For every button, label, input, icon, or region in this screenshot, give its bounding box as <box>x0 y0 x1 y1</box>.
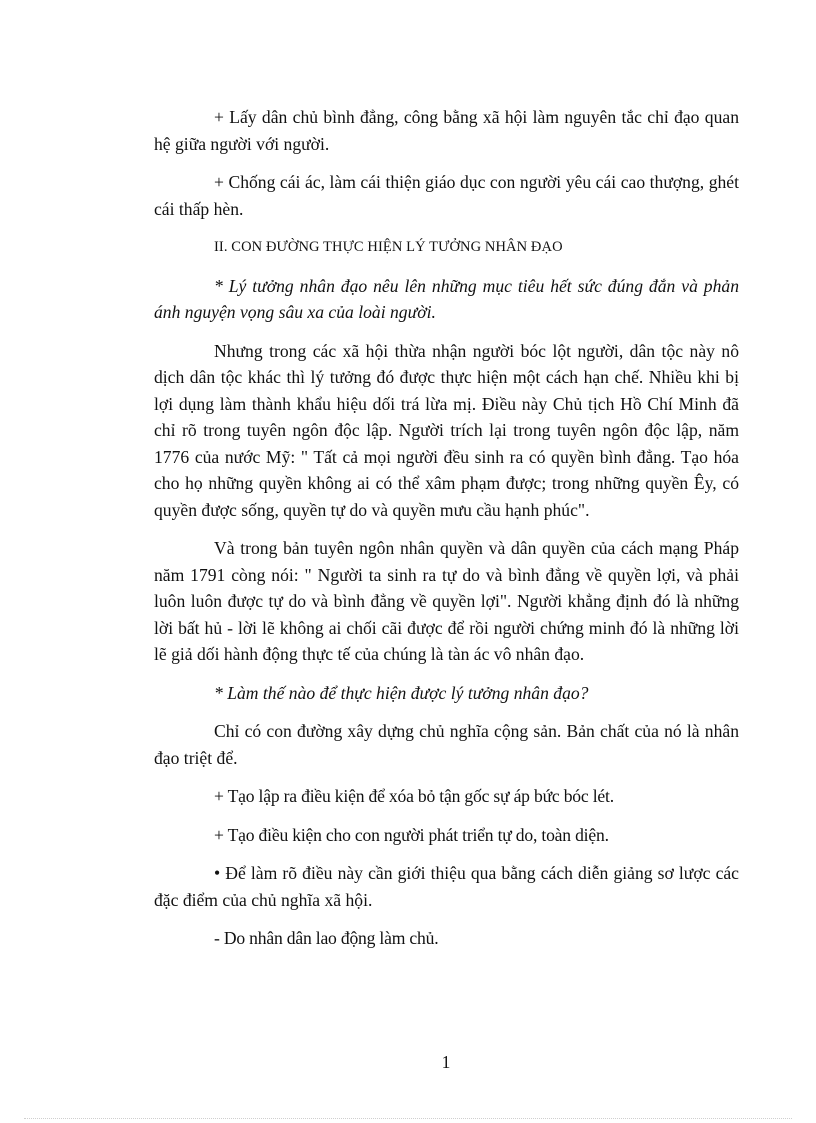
page-number: 1 <box>441 1052 451 1072</box>
paragraph-how-to-realize: * Làm thế nào để thực hiện được lý tưởng nhân đạo? <box>214 682 589 703</box>
paragraph-french-declaration: Và trong bản tuyên ngôn nhân quyền và dân quyền của cách mạng Pháp năm 1791 còng nói: " Người ta sinh ra tự do và bình đẳng về quyền lợi, và phải luôn luôn được tự do và bình đẳng về quyền lợi". Người khẳng định đó là những lời bất hủ - lời lẽ không ai chối cãi được để rồi người chứng minh đó là những lời lẽ giả dối hành động thực tế của chúng là tàn ác vô nhân đạo. <box>154 538 739 664</box>
paragraph-socialism-features: • Để làm rõ điều này cần giới thiệu qua bằng cách diễn giảng sơ lược các đặc điểm của chủ nghĩa xã hội. <box>154 863 739 910</box>
document-body <box>154 104 739 964</box>
paragraph-declaration-independence: Nhưng trong các xã hội thừa nhận người bóc lột người, dân tộc này nô dịch dân tộc khác thì lý tưởng đó được thực hiện một cách hạn chế. Nhiều khi bị lợi dụng làm thành khẩu hiệu dối trá lừa mị. Điều này Chủ tịch Hồ Chí Minh đã chỉ rõ trong tuyên ngôn độc lập. Người trích lại trong tuyên ngôn độc lập, năm 1776 của nước Mỹ: " Tất cả mọi người đều sinh ra có quyền bình đẳng. Tạo hóa cho họ những quyền không ai có thể xâm phạm được; trong những quyền Êy, có quyền được sống, quyền tự do và quyền mưu cầu hạnh phúc". <box>154 340 739 520</box>
paragraph-people-ownership: - Do nhân dân lao động làm chủ. <box>214 928 439 948</box>
section-heading: II. CON ĐƯỜNG THỰC HIỆN LÝ TƯỞNG NHÂN ĐẠO <box>214 239 563 255</box>
paragraph-ideal-goals: * Lý tưởng nhân đạo nêu lên những mục tiêu hết sức đúng đắn và phản ánh nguyện vọng sâu xa của loài người. <box>154 275 739 322</box>
paragraph-principle-equality: + Lấy dân chủ bình đẳng, công bằng xã hội làm nguyên tắc chỉ đạo quan hệ giữa người với người. <box>154 107 739 154</box>
paragraph-fight-evil: + Chống cái ác, làm cái thiện giáo dục con người yêu cái cao thượng, ghét cái thấp hèn. <box>154 172 739 219</box>
paragraph-free-development: + Tạo điều kiện cho con người phát triển tự do, toàn diện. <box>214 824 609 845</box>
paragraph-communism-path: Chỉ có con đường xây dựng chủ nghĩa cộng sản. Bản chất của nó là nhân đạo triệt để. <box>154 721 739 768</box>
page-bottom-rule <box>24 1118 792 1119</box>
paragraph-abolish-exploitation: + Tạo lập ra điều kiện để xóa bỏ tận gốc sự áp bức bóc lét. <box>214 786 614 806</box>
